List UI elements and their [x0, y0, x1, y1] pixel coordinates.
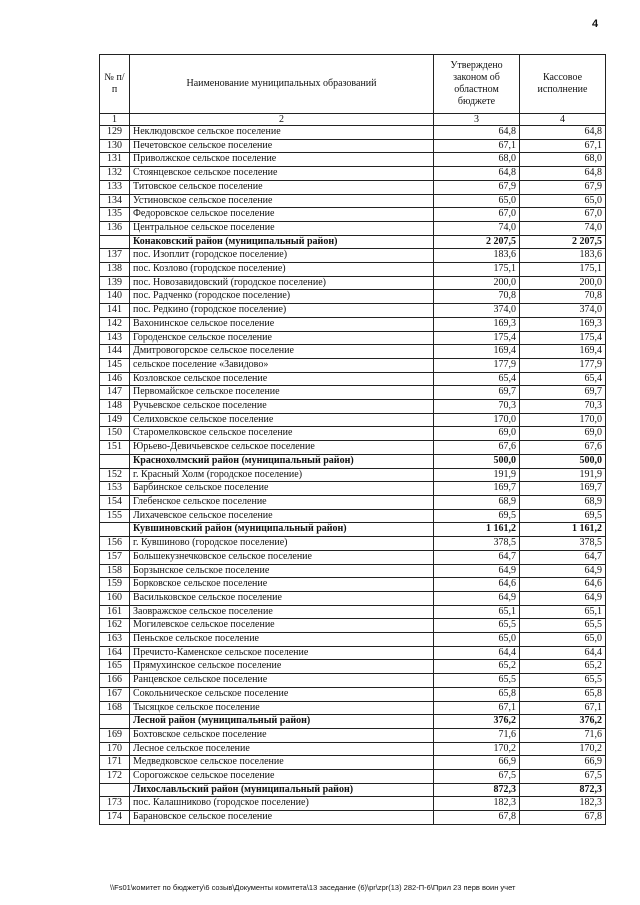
row-number: 143 [100, 331, 130, 345]
row-executed: 66,9 [520, 756, 606, 770]
row-executed: 68,0 [520, 153, 606, 167]
column-number: 4 [520, 114, 606, 126]
header-num: № п/п [100, 55, 130, 114]
row-number: 141 [100, 304, 130, 318]
table-row [100, 126, 606, 140]
row-number: 139 [100, 276, 130, 290]
district-row [100, 523, 606, 537]
row-number: 158 [100, 564, 130, 578]
row-approved: 175,4 [434, 331, 520, 345]
row-executed: 65,5 [520, 674, 606, 688]
row-name: Конаковский район (муниципальный район) [130, 235, 434, 249]
row-approved: 67,5 [434, 770, 520, 784]
row-number: 170 [100, 742, 130, 756]
table-row [100, 537, 606, 551]
table-row [100, 495, 606, 509]
row-approved: 64,7 [434, 550, 520, 564]
row-approved: 65,0 [434, 194, 520, 208]
row-approved: 70,8 [434, 290, 520, 304]
row-approved: 64,6 [434, 578, 520, 592]
row-number [100, 454, 130, 468]
row-name: сельское поселение «Завидово» [130, 358, 434, 372]
row-name: Селиховское сельское поселение [130, 413, 434, 427]
row-name: Козловское сельское поселение [130, 372, 434, 386]
district-row [100, 235, 606, 249]
row-name: Лихачевское сельское поселение [130, 509, 434, 523]
row-number: 138 [100, 263, 130, 277]
row-name: Пеньское сельское поселение [130, 633, 434, 647]
table-row [100, 276, 606, 290]
row-name: Заовражское сельское поселение [130, 605, 434, 619]
row-name: Лесное сельское поселение [130, 742, 434, 756]
row-number: 142 [100, 317, 130, 331]
table-row [100, 290, 606, 304]
row-approved: 872,3 [434, 783, 520, 797]
row-name: Тысяцкое сельское поселение [130, 701, 434, 715]
row-name: Барановское сельское поселение [130, 811, 434, 825]
row-executed: 872,3 [520, 783, 606, 797]
table-row [100, 633, 606, 647]
table-row [100, 331, 606, 345]
row-name: Сорогожское сельское поселение [130, 770, 434, 784]
table-row [100, 619, 606, 633]
table-body [100, 126, 606, 825]
row-approved: 374,0 [434, 304, 520, 318]
row-approved: 67,9 [434, 180, 520, 194]
row-number [100, 715, 130, 729]
row-approved: 191,9 [434, 468, 520, 482]
row-name: Печетовское сельское поселение [130, 139, 434, 153]
table-row [100, 687, 606, 701]
row-approved: 170,2 [434, 742, 520, 756]
row-name: пос. Калашниково (городское поселение) [130, 797, 434, 811]
column-number: 2 [130, 114, 434, 126]
header-name: Наименование муниципальных образований [130, 55, 434, 114]
row-executed: 64,6 [520, 578, 606, 592]
row-name: Борковское сельское поселение [130, 578, 434, 592]
row-name: Барбинское сельское поселение [130, 482, 434, 496]
row-approved: 70,3 [434, 400, 520, 414]
row-approved: 71,6 [434, 728, 520, 742]
row-executed: 374,0 [520, 304, 606, 318]
row-executed: 67,6 [520, 441, 606, 455]
row-name: пос. Редкино (городское поселение) [130, 304, 434, 318]
row-executed: 64,9 [520, 591, 606, 605]
row-executed: 175,1 [520, 263, 606, 277]
row-number: 160 [100, 591, 130, 605]
budget-table [99, 54, 606, 825]
row-name: Дмитровогорское сельское поселение [130, 345, 434, 359]
row-approved: 64,8 [434, 126, 520, 140]
row-name: Центральное сельское поселение [130, 221, 434, 235]
row-number: 162 [100, 619, 130, 633]
row-approved: 170,0 [434, 413, 520, 427]
row-executed: 65,4 [520, 372, 606, 386]
row-name: Большекузнечковское сельское поселение [130, 550, 434, 564]
row-executed: 67,5 [520, 770, 606, 784]
row-number: 167 [100, 687, 130, 701]
row-number: 153 [100, 482, 130, 496]
row-name: Стоянцевское сельское поселение [130, 167, 434, 181]
row-executed: 177,9 [520, 358, 606, 372]
row-number: 171 [100, 756, 130, 770]
row-executed: 500,0 [520, 454, 606, 468]
row-executed: 170,0 [520, 413, 606, 427]
table-row [100, 345, 606, 359]
table-row [100, 153, 606, 167]
row-name: пос. Новозавидовский (городское поселение) [130, 276, 434, 290]
row-name: г. Кувшиново (городское поселение) [130, 537, 434, 551]
table-row [100, 591, 606, 605]
row-number [100, 523, 130, 537]
row-executed: 69,5 [520, 509, 606, 523]
row-number: 152 [100, 468, 130, 482]
table-row [100, 674, 606, 688]
row-number: 157 [100, 550, 130, 564]
table-row [100, 660, 606, 674]
table-row [100, 797, 606, 811]
row-approved: 68,0 [434, 153, 520, 167]
header-approved: Утверждено законом об областном бюджете [434, 55, 520, 114]
row-executed: 170,2 [520, 742, 606, 756]
table-row [100, 509, 606, 523]
row-executed: 67,8 [520, 811, 606, 825]
row-number: 174 [100, 811, 130, 825]
row-number: 161 [100, 605, 130, 619]
table-row [100, 317, 606, 331]
row-number: 163 [100, 633, 130, 647]
row-approved: 177,9 [434, 358, 520, 372]
row-number: 133 [100, 180, 130, 194]
row-approved: 66,9 [434, 756, 520, 770]
row-number: 169 [100, 728, 130, 742]
row-executed: 182,3 [520, 797, 606, 811]
table-row [100, 180, 606, 194]
row-approved: 175,1 [434, 263, 520, 277]
table-row [100, 249, 606, 263]
row-executed: 191,9 [520, 468, 606, 482]
row-executed: 71,6 [520, 728, 606, 742]
row-executed: 64,4 [520, 646, 606, 660]
row-executed: 378,5 [520, 537, 606, 551]
row-approved: 65,2 [434, 660, 520, 674]
table-row [100, 468, 606, 482]
row-name: г. Красный Холм (городское поселение) [130, 468, 434, 482]
row-executed: 65,0 [520, 194, 606, 208]
table-row [100, 372, 606, 386]
row-executed: 68,9 [520, 495, 606, 509]
row-name: Титовское сельское поселение [130, 180, 434, 194]
table-row [100, 728, 606, 742]
table-row [100, 441, 606, 455]
header-executed: Кассовое исполнение [520, 55, 606, 114]
row-name: пос. Изоплит (городское поселение) [130, 249, 434, 263]
row-executed: 183,6 [520, 249, 606, 263]
column-number: 3 [434, 114, 520, 126]
row-approved: 69,0 [434, 427, 520, 441]
row-name: Лесной район (муниципальный район) [130, 715, 434, 729]
row-name: пос. Радченко (городское поселение) [130, 290, 434, 304]
row-name: Ранцевское сельское поселение [130, 674, 434, 688]
table-row [100, 413, 606, 427]
column-number-row [100, 114, 606, 126]
row-name: Могилевское сельское поселение [130, 619, 434, 633]
table-row [100, 208, 606, 222]
table-row [100, 263, 606, 277]
row-approved: 64,9 [434, 591, 520, 605]
row-name: Приволжское сельское поселение [130, 153, 434, 167]
row-number: 172 [100, 770, 130, 784]
row-number: 147 [100, 386, 130, 400]
row-name: Кувшиновский район (муниципальный район) [130, 523, 434, 537]
table-row [100, 386, 606, 400]
row-approved: 376,2 [434, 715, 520, 729]
row-approved: 68,9 [434, 495, 520, 509]
row-approved: 67,1 [434, 139, 520, 153]
table-row [100, 358, 606, 372]
row-approved: 67,8 [434, 811, 520, 825]
row-name: Медведковское сельское поселение [130, 756, 434, 770]
table-row [100, 194, 606, 208]
row-number: 156 [100, 537, 130, 551]
row-approved: 65,5 [434, 674, 520, 688]
table-row [100, 139, 606, 153]
table-row [100, 427, 606, 441]
row-number: 149 [100, 413, 130, 427]
row-approved: 500,0 [434, 454, 520, 468]
row-name: Ручьевское сельское поселение [130, 400, 434, 414]
row-approved: 65,4 [434, 372, 520, 386]
row-approved: 67,1 [434, 701, 520, 715]
row-approved: 200,0 [434, 276, 520, 290]
row-name: Городенское сельское поселение [130, 331, 434, 345]
footer-path: \\Fs01\комитет по бюджету\6 созыв\Документы комитета\13 заседание (6)\pr\zpr(13) 282-П-6\Прил 23 перв воин учет [110, 883, 516, 892]
row-number: 154 [100, 495, 130, 509]
row-number: 136 [100, 221, 130, 235]
row-executed: 169,3 [520, 317, 606, 331]
row-name: Первомайское сельское поселение [130, 386, 434, 400]
row-name: Юрьево-Девичьевское сельское поселение [130, 441, 434, 455]
row-name: Пречисто-Каменское сельское поселение [130, 646, 434, 660]
row-executed: 70,3 [520, 400, 606, 414]
row-number: 155 [100, 509, 130, 523]
row-number: 135 [100, 208, 130, 222]
row-number [100, 235, 130, 249]
row-approved: 64,4 [434, 646, 520, 660]
row-name: пос. Козлово (городское поселение) [130, 263, 434, 277]
row-approved: 2 207,5 [434, 235, 520, 249]
row-number: 166 [100, 674, 130, 688]
table-row [100, 770, 606, 784]
row-executed: 70,8 [520, 290, 606, 304]
row-number: 159 [100, 578, 130, 592]
table-row [100, 304, 606, 318]
row-name: Краснохолмский район (муниципальный район) [130, 454, 434, 468]
row-approved: 67,6 [434, 441, 520, 455]
row-number: 150 [100, 427, 130, 441]
row-approved: 169,3 [434, 317, 520, 331]
row-approved: 67,0 [434, 208, 520, 222]
row-executed: 74,0 [520, 221, 606, 235]
row-approved: 64,9 [434, 564, 520, 578]
table-row [100, 742, 606, 756]
table-row [100, 400, 606, 414]
row-approved: 169,4 [434, 345, 520, 359]
row-approved: 69,5 [434, 509, 520, 523]
table-row [100, 578, 606, 592]
row-name: Вахонинское сельское поселение [130, 317, 434, 331]
table-row [100, 756, 606, 770]
table-row [100, 550, 606, 564]
row-executed: 2 207,5 [520, 235, 606, 249]
row-executed: 169,7 [520, 482, 606, 496]
row-number: 130 [100, 139, 130, 153]
row-approved: 65,8 [434, 687, 520, 701]
row-number: 145 [100, 358, 130, 372]
row-approved: 182,3 [434, 797, 520, 811]
row-executed: 64,8 [520, 167, 606, 181]
table-row [100, 482, 606, 496]
row-executed: 67,1 [520, 701, 606, 715]
row-name: Устиновское сельское поселение [130, 194, 434, 208]
row-approved: 65,5 [434, 619, 520, 633]
row-number: 132 [100, 167, 130, 181]
row-number: 129 [100, 126, 130, 140]
row-name: Лихославльский район (муниципальный район) [130, 783, 434, 797]
row-executed: 64,7 [520, 550, 606, 564]
row-executed: 69,0 [520, 427, 606, 441]
row-name: Федоровское сельское поселение [130, 208, 434, 222]
row-number: 165 [100, 660, 130, 674]
row-number: 134 [100, 194, 130, 208]
row-number: 131 [100, 153, 130, 167]
row-number: 144 [100, 345, 130, 359]
row-approved: 169,7 [434, 482, 520, 496]
row-name: Васильковское сельское поселение [130, 591, 434, 605]
row-name: Сокольническое сельское поселение [130, 687, 434, 701]
row-number: 164 [100, 646, 130, 660]
row-executed: 67,9 [520, 180, 606, 194]
row-approved: 74,0 [434, 221, 520, 235]
table-header-row [100, 55, 606, 114]
row-executed: 65,8 [520, 687, 606, 701]
row-executed: 64,9 [520, 564, 606, 578]
district-row [100, 783, 606, 797]
row-approved: 378,5 [434, 537, 520, 551]
row-number: 151 [100, 441, 130, 455]
row-executed: 69,7 [520, 386, 606, 400]
table-row [100, 811, 606, 825]
row-number: 168 [100, 701, 130, 715]
table-row [100, 221, 606, 235]
table-row [100, 167, 606, 181]
district-row [100, 715, 606, 729]
row-number: 148 [100, 400, 130, 414]
row-executed: 169,4 [520, 345, 606, 359]
row-number [100, 783, 130, 797]
row-executed: 67,0 [520, 208, 606, 222]
row-approved: 183,6 [434, 249, 520, 263]
table-row [100, 605, 606, 619]
row-approved: 65,1 [434, 605, 520, 619]
table-row [100, 646, 606, 660]
district-row [100, 454, 606, 468]
row-executed: 376,2 [520, 715, 606, 729]
row-approved: 69,7 [434, 386, 520, 400]
row-executed: 175,4 [520, 331, 606, 345]
page-number: 4 [592, 18, 599, 30]
row-name: Старомелковское сельское поселение [130, 427, 434, 441]
row-name: Прямухинское сельское поселение [130, 660, 434, 674]
row-executed: 64,8 [520, 126, 606, 140]
row-executed: 1 161,2 [520, 523, 606, 537]
row-number: 137 [100, 249, 130, 263]
row-executed: 65,5 [520, 619, 606, 633]
row-name: Бохтовское сельское поселение [130, 728, 434, 742]
row-name: Неклюдовское сельское поселение [130, 126, 434, 140]
row-number: 146 [100, 372, 130, 386]
row-number: 173 [100, 797, 130, 811]
row-approved: 65,0 [434, 633, 520, 647]
row-executed: 67,1 [520, 139, 606, 153]
row-executed: 200,0 [520, 276, 606, 290]
row-executed: 65,1 [520, 605, 606, 619]
row-executed: 65,0 [520, 633, 606, 647]
row-approved: 64,8 [434, 167, 520, 181]
column-number: 1 [100, 114, 130, 126]
row-approved: 1 161,2 [434, 523, 520, 537]
row-number: 140 [100, 290, 130, 304]
row-name: Борзынское сельское поселение [130, 564, 434, 578]
table-row [100, 701, 606, 715]
row-name: Глебенское сельское поселение [130, 495, 434, 509]
table-row [100, 564, 606, 578]
row-executed: 65,2 [520, 660, 606, 674]
